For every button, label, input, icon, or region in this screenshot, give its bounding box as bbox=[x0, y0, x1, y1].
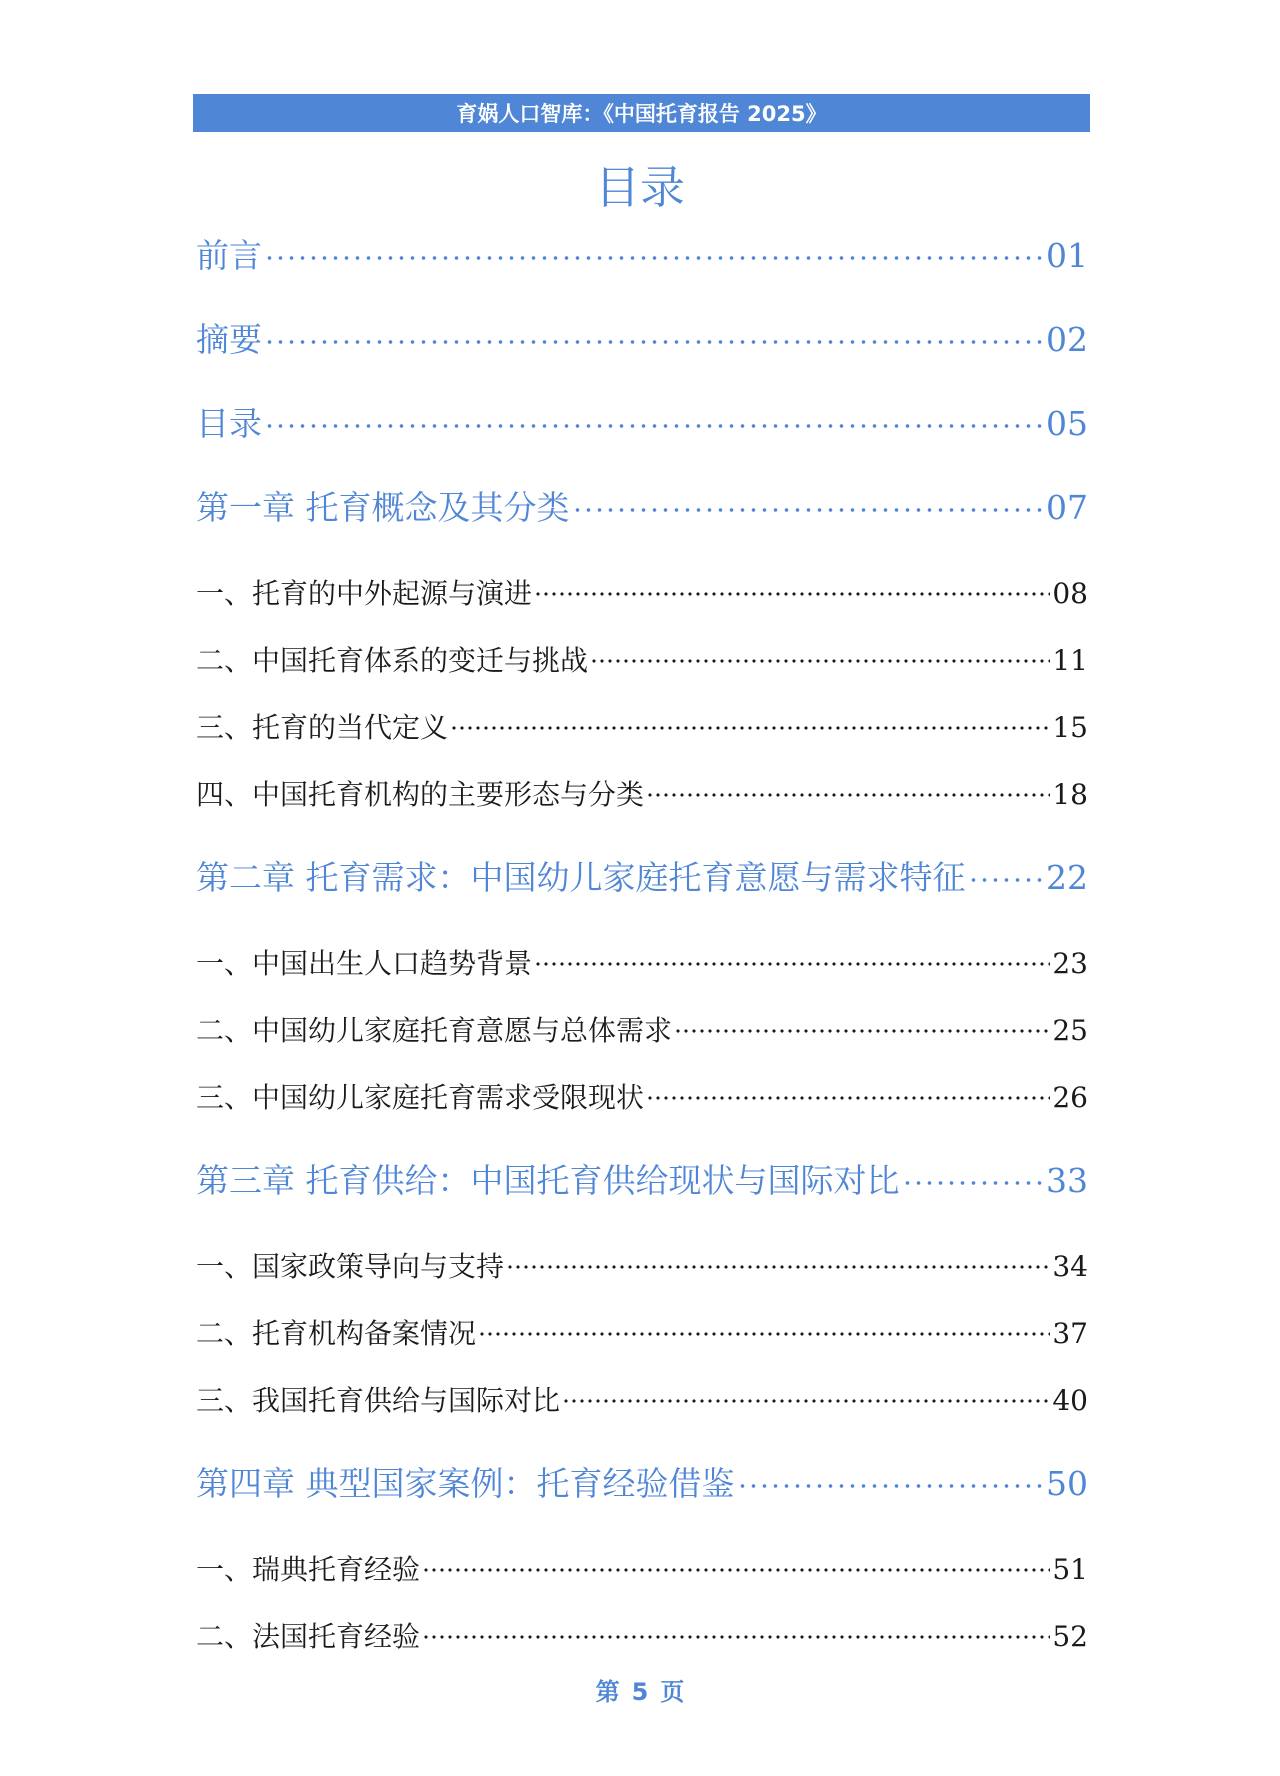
toc-entry-section-3-2[interactable] bbox=[196, 1312, 1088, 1350]
toc-entry-label: 二、中国幼儿家庭托育意愿与总体需求 bbox=[196, 1014, 673, 1047]
report-header-title: 育娲人口智库：《中国托育报告 2025》 bbox=[456, 102, 827, 126]
toc-entry-label: 第三章 托育供给：中国托育供给现状与国际对比 bbox=[196, 1161, 900, 1200]
toc-entry-label: 二、托育机构备案情况 bbox=[196, 1317, 477, 1350]
toc-entry-section-4-2[interactable] bbox=[196, 1615, 1088, 1653]
toc-entry-page: 33 bbox=[1046, 1161, 1088, 1200]
dot-leader bbox=[737, 1483, 1045, 1489]
toc-entry-page: 11 bbox=[1052, 644, 1088, 677]
dot-leader bbox=[646, 792, 1050, 798]
footer-prefix: 第 bbox=[595, 1678, 620, 1706]
toc-entry-label: 二、中国托育体系的变迁与挑战 bbox=[196, 644, 589, 677]
toc-entry-section-3-1[interactable] bbox=[196, 1245, 1088, 1283]
toc-entry-label: 摘要 bbox=[196, 320, 262, 359]
dot-leader bbox=[264, 423, 1044, 429]
dot-leader bbox=[534, 961, 1050, 967]
toc-entry-chapter-4[interactable] bbox=[196, 1458, 1088, 1502]
toc-entry-label: 一、托育的中外起源与演进 bbox=[196, 577, 533, 610]
toc-entry-label: 第一章 托育概念及其分类 bbox=[196, 488, 570, 527]
dot-leader bbox=[264, 255, 1044, 261]
toc-entry-label: 四、中国托育机构的主要形态与分类 bbox=[196, 778, 645, 811]
toc-entry-page: 51 bbox=[1052, 1553, 1088, 1586]
toc-entry-label: 第四章 典型国家案例：托育经验借鉴 bbox=[196, 1464, 735, 1503]
toc-entry-label: 第二章 托育需求：中国幼儿家庭托育意愿与需求特征 bbox=[196, 858, 966, 897]
toc-entry-chapter-3[interactable] bbox=[196, 1155, 1088, 1199]
toc-entry-label: 一、国家政策导向与支持 bbox=[196, 1250, 505, 1283]
toc-entry-page: 25 bbox=[1052, 1014, 1088, 1047]
dot-leader bbox=[646, 1095, 1050, 1101]
toc-entry-page: 02 bbox=[1046, 320, 1088, 359]
toc-entry-label: 三、托育的当代定义 bbox=[196, 711, 449, 744]
toc-entry-page: 50 bbox=[1046, 1464, 1088, 1503]
toc-entry-page: 52 bbox=[1052, 1620, 1088, 1653]
toc-entry-label: 前言 bbox=[196, 236, 262, 275]
toc-entry-label: 三、我国托育供给与国际对比 bbox=[196, 1384, 561, 1417]
toc-entry-chapter-2[interactable] bbox=[196, 852, 1088, 896]
dot-leader bbox=[674, 1028, 1050, 1034]
dot-leader bbox=[506, 1264, 1050, 1270]
toc-entry-section-1-3[interactable] bbox=[196, 706, 1088, 744]
toc-entry-page: 34 bbox=[1052, 1250, 1088, 1283]
toc-entry-section-3-3[interactable] bbox=[196, 1379, 1088, 1417]
toc-entry-section-2-2[interactable] bbox=[196, 1009, 1088, 1047]
dot-leader bbox=[422, 1634, 1050, 1640]
toc-entry-chapter-1[interactable] bbox=[196, 482, 1088, 526]
toc-entry-page: 08 bbox=[1052, 577, 1088, 610]
toc-entry-section-2-3[interactable] bbox=[196, 1076, 1088, 1114]
toc-entry-section-1-1[interactable] bbox=[196, 572, 1088, 610]
toc-entry-page: 07 bbox=[1046, 488, 1088, 527]
dot-leader bbox=[478, 1331, 1050, 1337]
page-title: 目录 bbox=[594, 161, 685, 214]
toc-entry-page: 18 bbox=[1052, 778, 1088, 811]
toc-entry-page: 01 bbox=[1046, 236, 1088, 275]
dot-leader bbox=[264, 339, 1044, 345]
toc-entry-section-1-4[interactable] bbox=[196, 773, 1088, 811]
footer-suffix: 页 bbox=[660, 1678, 685, 1706]
toc-entry-page: 26 bbox=[1052, 1081, 1088, 1114]
toc-entry-page: 40 bbox=[1052, 1384, 1088, 1417]
toc-entry-label: 一、中国出生人口趋势背景 bbox=[196, 947, 533, 980]
toc-entry-page: 05 bbox=[1046, 404, 1088, 443]
toc-entry-section-1-2[interactable] bbox=[196, 639, 1088, 677]
toc-entry-label: 目录 bbox=[196, 404, 262, 443]
toc-entry-page: 37 bbox=[1052, 1317, 1088, 1350]
toc-entry-section-4-1[interactable] bbox=[196, 1548, 1088, 1586]
dot-leader bbox=[534, 591, 1050, 597]
page-footer bbox=[0, 1672, 1280, 1707]
toc-entry-label: 三、中国幼儿家庭托育需求受限现状 bbox=[196, 1081, 645, 1114]
toc-entry-abstract[interactable] bbox=[196, 314, 1088, 358]
toc-entry-page: 15 bbox=[1052, 711, 1088, 744]
dot-leader bbox=[590, 658, 1050, 664]
toc-entry-page: 23 bbox=[1052, 947, 1088, 980]
dot-leader bbox=[572, 507, 1045, 513]
dot-leader bbox=[562, 1398, 1050, 1404]
report-header-bar bbox=[193, 94, 1090, 132]
dot-leader bbox=[422, 1567, 1050, 1573]
toc-entry-section-2-1[interactable] bbox=[196, 942, 1088, 980]
toc-entry-preface[interactable] bbox=[196, 230, 1088, 274]
toc-entry-contents[interactable] bbox=[196, 398, 1088, 442]
dot-leader bbox=[968, 877, 1045, 883]
toc-entry-label: 一、瑞典托育经验 bbox=[196, 1553, 421, 1586]
dot-leader bbox=[902, 1180, 1045, 1186]
toc-entry-page: 22 bbox=[1046, 858, 1088, 897]
dot-leader bbox=[450, 725, 1050, 731]
footer-page-number: 5 bbox=[631, 1678, 649, 1706]
toc-entry-label: 二、法国托育经验 bbox=[196, 1620, 421, 1653]
